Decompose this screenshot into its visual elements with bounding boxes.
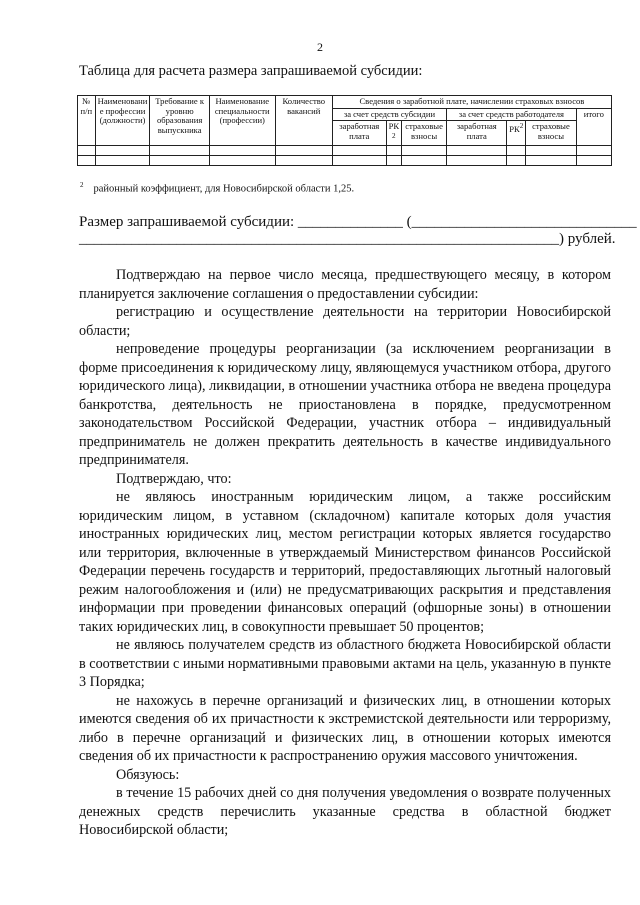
header-number: № п/п <box>78 96 96 146</box>
paragraph: Обязуюсь: <box>116 766 180 783</box>
paragraph: не являюсь иностранным юридическим лицом, а также российским юридическим лицом, в уставном (складочном) капитале которых доля участия иностранных юридических лиц, местом регистрации которых является государство или территория, включенные в утверждаемый Министерством финансов Российской Федерации перечень государств и территорий, предоставляющих льготный налоговый режим налогообложения и (или) не предусматривающих раскрытия и представления информации при проведении финансовых операций (офшорные зоны) в отношении таких юридических лиц, в совокупности превышает 50 процентов; <box>79 489 611 635</box>
table-title: Таблица для расчета размера запрашиваемой субсидии: <box>79 63 423 79</box>
footnote-text: районный коэффициент, для Новосибирской области 1,25. <box>93 183 355 195</box>
declaration-text <box>79 266 611 840</box>
header-salary-group: Сведения о заработной плате, начислении страховых взносов <box>332 96 611 109</box>
header-profession: Наименование профессии (должности) <box>95 96 150 146</box>
header-vacancies: Количество вакансий <box>275 96 332 146</box>
header-insurance-subsidy: страховые взносы <box>402 121 447 146</box>
footnote-mark: 2 <box>80 181 84 189</box>
amount-line-2: ________________________________________________________________) рублей. <box>79 231 616 247</box>
header-insurance-employer: страховые взносы <box>526 121 577 146</box>
header-education: Требование к уровню образования выпускника <box>150 96 209 146</box>
header-subsidy-funds: за счет средств субсидии <box>332 108 446 121</box>
table-row <box>78 146 612 156</box>
subsidy-calculation-table <box>77 95 612 166</box>
paragraph: не нахожусь в перечне организаций и физических лиц, в отношении которых имеются сведения об их причастности к экстремистской деятельности или терроризму, либо в перечне организаций и физических лиц, в отношении которых имеются сведения об их причастности к распространению оружия массового уничтожения. <box>79 692 611 764</box>
paragraph: непроведение процедуры реорганизации (за исключением реорганизации в форме присоединения к юридическому лицу, являющемуся участником отбора, другого юридического лица), ликвидации, в отношении участника отбора не введена процедура банкротства, деятельность не приостановлена в порядке, предусмотренном законодательством Российской Федерации, участник отбора – индивидуальный предприниматель не должен прекратить деятельность в качестве индивидуального предпринимателя. <box>79 341 611 468</box>
amount-line-1: Размер запрашиваемой субсидии: ______________ (______________________________ <box>79 214 637 230</box>
paragraph: не являюсь получателем средств из областного бюджета Новосибирской области в соответствии с иными нормативными правовыми актами на цель, указанную в пункте 3 Порядка; <box>79 637 611 690</box>
table-row <box>78 156 612 166</box>
subsidy-amount-field <box>79 214 637 248</box>
paragraph: Подтверждаю, что: <box>116 470 232 487</box>
header-rk-employer: $РК^2$ <box>507 121 526 146</box>
paragraph: Подтверждаю на первое число месяца, предшествующего месяцу, в котором планируется заключение соглашения о предоставлении субсидии: <box>79 267 611 302</box>
header-wage-subsidy: заработная плата <box>332 121 386 146</box>
paragraph: в течение 15 рабочих дней со дня получения уведомления о возврате полученных денежных средств перечислить указанные средства в областной бюджет Новосибирской области; <box>79 785 611 838</box>
header-rk-subsidy: $РК^2$ <box>386 121 401 146</box>
paragraph: регистрацию и осуществление деятельности на территории Новосибирской области; <box>79 304 611 339</box>
footnote <box>80 181 354 195</box>
header-total: итого <box>576 108 611 146</box>
page-number: 2 <box>317 40 323 54</box>
header-specialty: Наименование специальности (профессии) <box>209 96 275 146</box>
header-employer-funds: за счет средств работодателя <box>447 108 577 121</box>
header-wage-employer: заработная плата <box>447 121 507 146</box>
